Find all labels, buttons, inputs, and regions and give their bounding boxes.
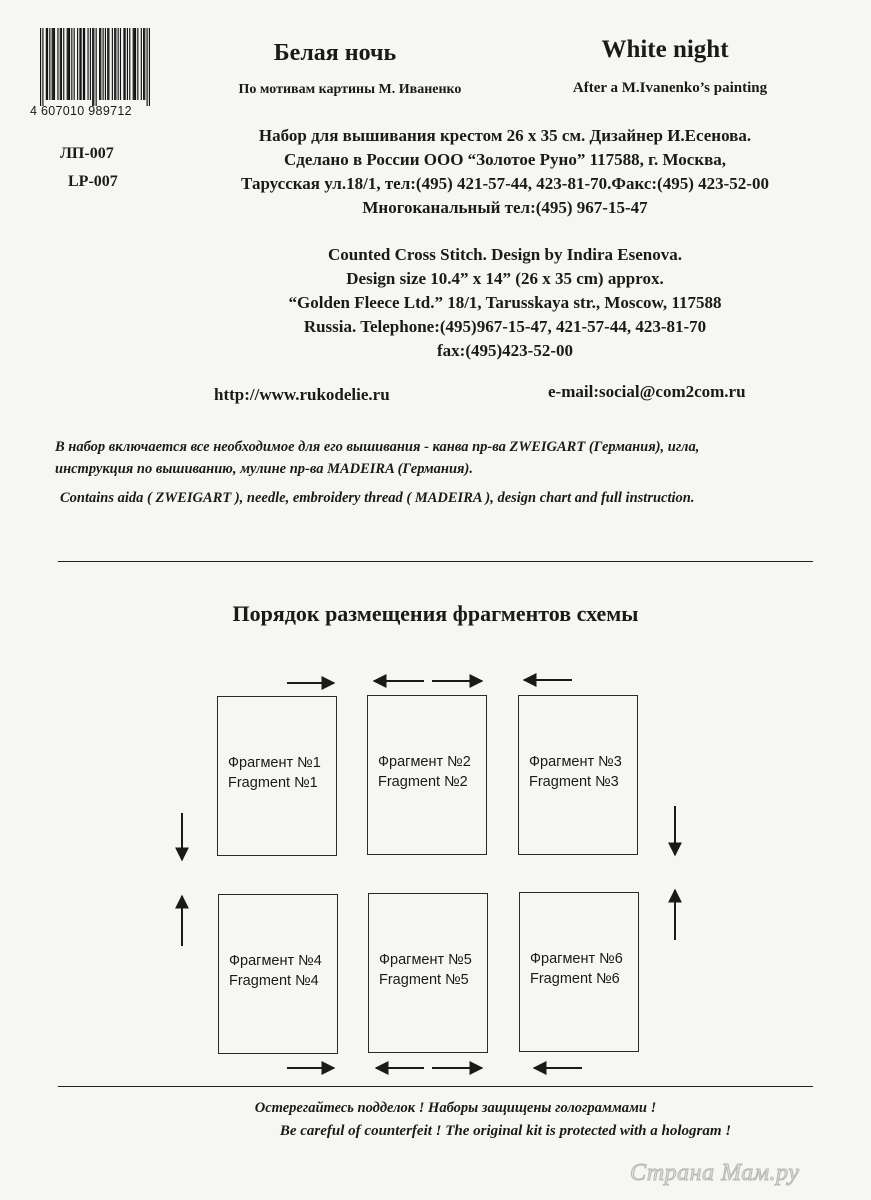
- scheme-title: Порядок размещения фрагментов схемы: [232, 601, 639, 626]
- counterfeit-warning-ru: Остерегайтесь подделок ! Наборы защищены голограммами !: [254, 1100, 657, 1116]
- subtitle-en: After a M.Ivanenko’s painting: [572, 80, 768, 96]
- fragment-3-box: [518, 695, 638, 855]
- fragment-label-en: Fragment №3: [529, 774, 619, 790]
- fragment-label-ru: Фрагмент №3: [529, 754, 622, 770]
- fragment-5-box: [368, 893, 488, 1053]
- info-en-block: [160, 243, 850, 363]
- fragment-label-ru: Фрагмент №2: [378, 754, 471, 770]
- title-ru: Белая ночь: [273, 40, 397, 66]
- barcode: [40, 28, 150, 106]
- info-en-line: Design size 10.4” x 14” (26 x 35 cm) approx.: [346, 269, 664, 288]
- fragment-1-box: [217, 696, 337, 856]
- product-code-ru: ЛП-007: [60, 145, 114, 162]
- fragment-label-en: Fragment №6: [530, 971, 620, 987]
- fragment-label-ru: Фрагмент №4: [229, 953, 322, 969]
- info-ru-line: Набор для вышивания крестом 26 x 35 см. Дизайнер И.Есенова.: [258, 126, 752, 145]
- fragment-label-en: Fragment №2: [378, 774, 468, 790]
- kit-contents-ru-line: инструкция по вышиванию, мулине пр-ва MADEIRA (Германия).: [55, 461, 473, 477]
- info-ru-block: [160, 124, 850, 220]
- kit-contents-ru: [55, 436, 855, 480]
- info-en-line: “Golden Fleece Ltd.” 18/1, Tarusskaya str., Moscow, 117588: [288, 293, 722, 312]
- info-ru-line: Сделано в России ООО “Золотое Руно” 117588, г. Москва,: [283, 150, 727, 169]
- fragment-label-en: Fragment №5: [379, 972, 469, 988]
- info-en-line: Counted Cross Stitch. Design by Indira Esenova.: [328, 245, 682, 264]
- fragment-label-ru: Фрагмент №1: [228, 755, 321, 771]
- title-en: White night: [601, 36, 729, 63]
- kit-contents-en: Contains aida ( ZWEIGART ), needle, embroidery thread ( MADEIRA ), design chart and full instruction.: [60, 490, 695, 506]
- fragment-label-en: Fragment №4: [229, 973, 319, 989]
- fragment-2-box: [367, 695, 487, 855]
- info-ru-line: Тарусская ул.18/1, тел:(495) 421-57-44, 423-81-70.Факс:(495) 423-52-00: [241, 174, 769, 193]
- email-text: e-mail:social@com2com.ru: [548, 382, 746, 401]
- fragment-4-box: [218, 894, 338, 1054]
- divider-bottom: [58, 1086, 813, 1087]
- info-ru-line: Многоканальный тел:(495) 967-15-47: [362, 198, 648, 217]
- counterfeit-warning-en: Be careful of counterfeit ! The original kit is protected with a hologram !: [279, 1123, 732, 1139]
- watermark-text: Страна Мам.ру: [630, 1160, 800, 1186]
- barcode-number: 4 607010 989712: [30, 104, 132, 118]
- info-en-line: Russia. Telephone:(495)967-15-47, 421-57-44, 423-81-70: [303, 317, 707, 336]
- subtitle-ru: По мотивам картины М. Иваненко: [238, 82, 462, 97]
- fragment-label-ru: Фрагмент №5: [379, 952, 472, 968]
- fragment-label-ru: Фрагмент №6: [530, 951, 623, 967]
- fragment-6-box: [519, 892, 639, 1052]
- kit-contents-ru-line: В набор включается все необходимое для его вышивания - канва пр-ва ZWEIGART (Германия), игла,: [55, 439, 700, 455]
- website-text: http://www.rukodelie.ru: [214, 385, 390, 404]
- fragment-label-en: Fragment №1: [228, 775, 318, 791]
- info-en-line: fax:(495)423-52-00: [437, 341, 573, 360]
- divider-top: [58, 561, 813, 562]
- product-code-en: LP-007: [68, 173, 118, 190]
